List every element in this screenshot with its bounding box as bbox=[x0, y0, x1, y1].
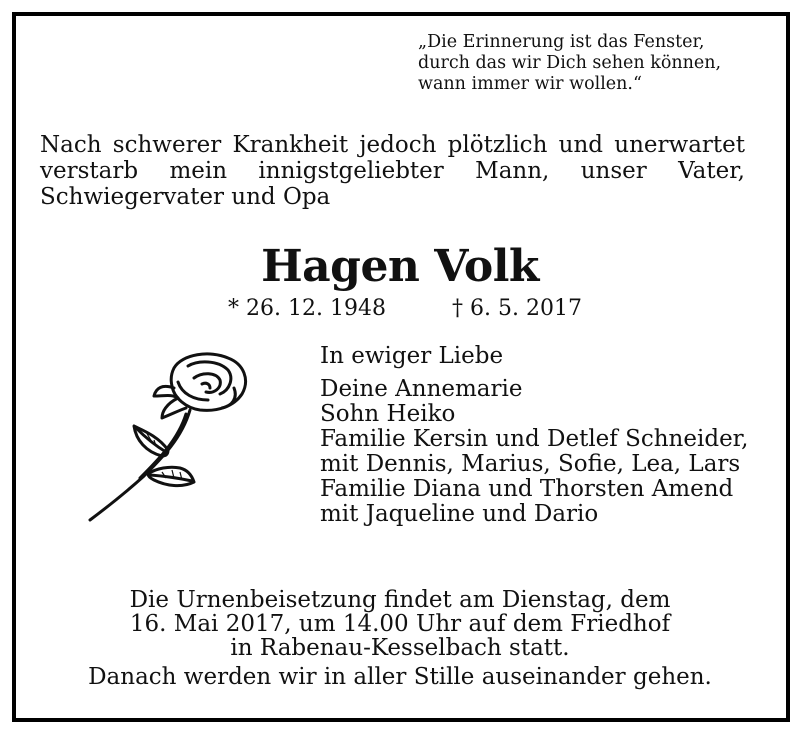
birth-date: * 26. 12. 1948 bbox=[228, 296, 386, 321]
announcement-line: Schwiegervater und Opa bbox=[40, 184, 331, 210]
quote-line: „Die Erinnerung ist das Fenster, bbox=[418, 32, 705, 52]
death-announcement bbox=[40, 132, 745, 210]
announcement-line: verstarb mein innigstgeliebter Mann, unser Vater, bbox=[40, 158, 745, 184]
death-date: † 6. 5. 2017 bbox=[452, 296, 582, 321]
family-line: Familie Diana und Thorsten Amend bbox=[320, 476, 734, 502]
deceased-name: Hagen Volk bbox=[261, 241, 539, 292]
family-line: Sohn Heiko bbox=[320, 401, 456, 427]
announcement-line: Nach schwerer Krankheit jedoch plötzlich und unerwartet bbox=[40, 132, 745, 158]
funeral-line: Die Urnenbeisetzung findet am Dienstag, dem bbox=[129, 587, 671, 613]
funeral-notice bbox=[0, 588, 800, 660]
family-line: In ewiger Liebe bbox=[320, 343, 504, 369]
family-line: mit Dennis, Marius, Sofie, Lea, Lars bbox=[320, 451, 741, 477]
family-line: Familie Kersin und Detlef Schneider, bbox=[320, 426, 749, 452]
closing-note: Danach werden wir in aller Stille auseinander gehen. bbox=[88, 664, 712, 690]
family-signatures bbox=[320, 344, 790, 527]
memorial-quote bbox=[418, 32, 748, 95]
funeral-line: in Rabenau-Kesselbach statt. bbox=[230, 635, 570, 661]
family-line: Deine Annemarie bbox=[320, 376, 523, 402]
funeral-line: 16. Mai 2017, um 14.00 Uhr auf dem Friedhof bbox=[129, 611, 671, 637]
rose-icon bbox=[82, 348, 262, 526]
family-line: mit Jaqueline und Dario bbox=[320, 501, 599, 527]
quote-line: wann immer wir wollen.“ bbox=[418, 74, 642, 94]
quote-line: durch das wir Dich sehen können, bbox=[418, 53, 722, 73]
